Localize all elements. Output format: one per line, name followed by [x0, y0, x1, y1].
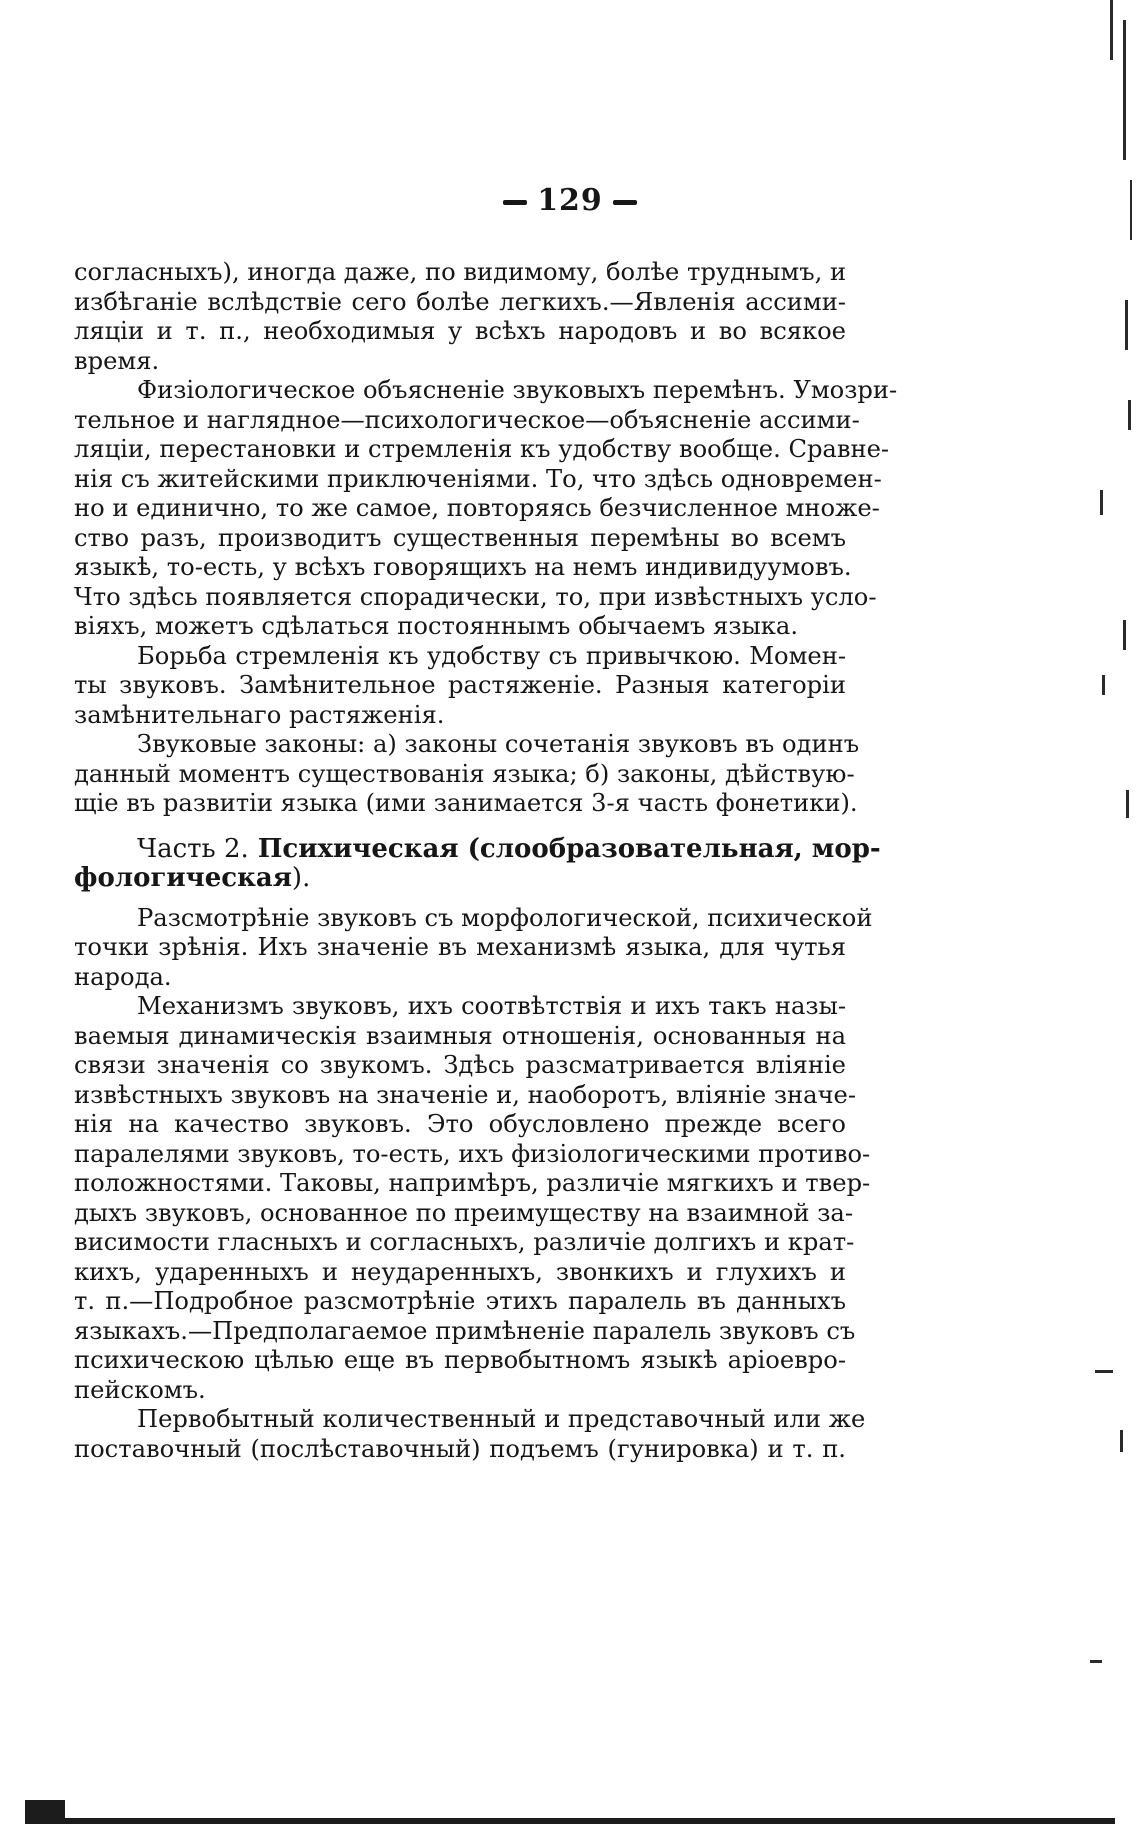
- text-line: ляціи и т. п., необходимыя у всѣхъ народовъ и во всякое: [74, 317, 846, 345]
- body-text: [74, 258, 898, 1464]
- text-line: языкахъ.—Предполагаемое примѣненіе паралель звуковъ съ: [74, 1316, 856, 1345]
- scan-bottom-edge: [25, 1818, 1115, 1824]
- text-line: ляціи, перестановки и стремленія къ удобству вообще. Сравне-: [74, 435, 890, 463]
- page-number-header: [0, 183, 1140, 218]
- heading-line: [74, 833, 881, 865]
- text-line: психическою цѣлью еще въ первобытномъ языкѣ аріоевро-: [74, 1346, 846, 1374]
- text-line: точки зрѣнія. Ихъ значеніе въ механизмѣ языка, для чутья: [74, 933, 846, 961]
- text-line: Разсмотрѣніе звуковъ съ морфологической, психической: [137, 903, 873, 932]
- page-number: 129: [537, 183, 603, 218]
- text-line: т. п.—Подробное разсмотрѣніе этихъ паралель въ данныхъ: [74, 1287, 846, 1315]
- text-line: языкѣ, то-есть, у всѣхъ говорящихъ на немъ индивидуумовъ.: [74, 553, 852, 581]
- text-line: Механизмъ звуковъ, ихъ соотвѣтствія и ихъ такъ назы-: [137, 992, 846, 1020]
- text-line: пейскомъ.: [74, 1375, 206, 1404]
- text-line: Борьба стремленія къ удобству съ привычкою. Момен-: [137, 641, 846, 670]
- paragraph-4: [74, 730, 860, 819]
- paragraph-2: [74, 376, 898, 642]
- text-line: Звуковые законы: а) законы сочетанія звуковъ въ одинъ: [137, 730, 860, 758]
- text-line: Физіологическое объясненіе звуковыхъ перемѣнъ. Умозри-: [137, 376, 898, 404]
- text-line: дыхъ звуковъ, основанное по преимуществу на взаимной за-: [74, 1198, 853, 1227]
- heading-title-part2: фологическая: [74, 863, 292, 893]
- text-line: народа.: [74, 962, 172, 991]
- text-line: но и единично, то же самое, повторяясь безчисленное множе-: [74, 494, 880, 522]
- text-line: извѣстныхъ звуковъ на значеніе и, наоборотъ, вліяніе значе-: [74, 1080, 857, 1109]
- text-line: время.: [74, 346, 160, 375]
- heading-prefix: Часть 2.: [137, 833, 249, 864]
- text-line: паралелями звуковъ, то-есть, ихъ физіологическими противо-: [74, 1139, 871, 1168]
- text-line: тельное и наглядное—психологическое—объясненіе ассими-: [74, 405, 860, 434]
- text-line: положностями. Таковы, напримѣръ, различіе мягкихъ и твер-: [74, 1169, 871, 1197]
- heading-suffix: ).: [291, 863, 311, 893]
- text-line: кихъ, ударенныхъ и неударенныхъ, звонкихъ и глухихъ и: [74, 1257, 846, 1286]
- paragraph-3: [74, 642, 846, 731]
- text-line: нія на качество звуковъ. Это обусловлено прежде всего: [74, 1110, 846, 1138]
- left-dash-ornament: [503, 200, 527, 205]
- text-line: согласныхъ), иногда даже, по видимому, болѣе труднымъ, и: [74, 258, 847, 286]
- text-line: избѣганіе вслѣдствіе сего болѣе легкихъ.—Явленія ассими-: [74, 287, 846, 316]
- heading-title-part1: Психическая (слообразовательная, мор-: [257, 833, 881, 864]
- heading-line: [74, 864, 846, 894]
- paragraph-6: [74, 992, 871, 1405]
- text-line: замѣнительнаго растяженія.: [74, 700, 445, 729]
- section-heading: [74, 833, 881, 894]
- scan-edge-artifact: [25, 1800, 65, 1820]
- paragraph-1: [74, 258, 846, 376]
- text-line: Первобытный количественный и представочный или же: [137, 1405, 866, 1433]
- text-line: связи значенія со звукомъ. Здѣсь разсматривается вліяніе: [74, 1051, 846, 1079]
- text-line: віяхъ, можетъ сдѣлаться постояннымъ обычаемъ языка.: [74, 612, 799, 640]
- paragraph-5: [74, 903, 873, 993]
- text-line: нія съ житейскими приключеніями. То, что здѣсь одновремен-: [74, 464, 882, 493]
- text-line: данный моментъ существованія языка; б) законы, дѣйствую-: [74, 759, 855, 788]
- text-line: щіе въ развитіи языка (ими занимается 3-я часть фонетики).: [74, 789, 858, 817]
- scan-margin-artifacts: [1090, 0, 1140, 1836]
- text-line: Что здѣсь появляется спорадически, то, при извѣстныхъ усло-: [74, 582, 877, 611]
- paragraph-7: [74, 1405, 866, 1464]
- right-dash-ornament: [613, 200, 637, 205]
- text-line: ты звуковъ. Замѣнительное растяженіе. Разныя категоріи: [74, 671, 846, 699]
- text-line: висимости гласныхъ и согласныхъ, различіе долгихъ и крат-: [74, 1228, 855, 1256]
- text-line: поставочный (послѣставочный) подъемъ (гунировка) и т. п.: [74, 1434, 846, 1463]
- text-line: ство разъ, производитъ существенныя перемѣны во всемъ: [74, 523, 846, 552]
- text-line: ваемыя динамическія взаимныя отношенія, основанныя на: [74, 1021, 846, 1050]
